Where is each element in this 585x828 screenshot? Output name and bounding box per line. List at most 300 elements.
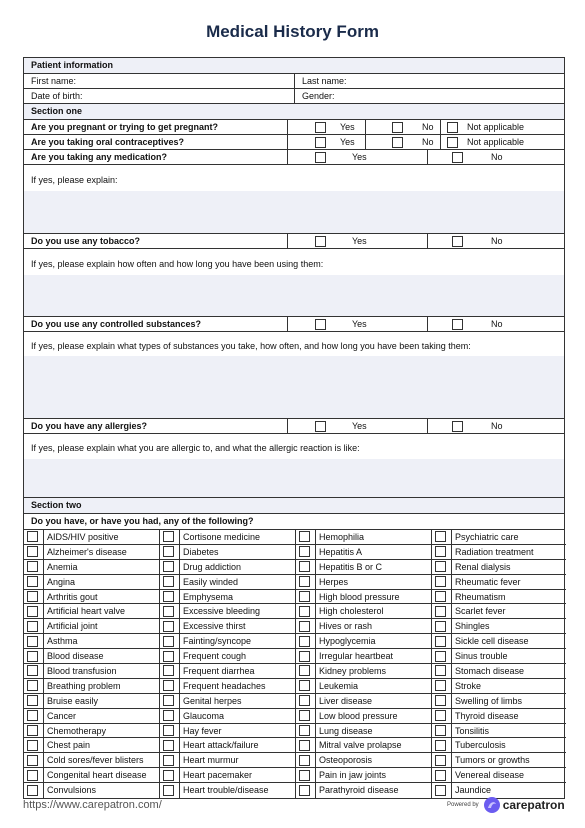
condition-item[interactable]	[296, 694, 432, 709]
condition-label: Scarlet fever	[451, 604, 566, 618]
carepatron-logo-icon	[484, 797, 500, 813]
condition-item[interactable]	[432, 604, 566, 619]
dob-gender-row	[24, 89, 564, 104]
condition-item[interactable]	[24, 604, 160, 619]
condition-checkbox[interactable]	[435, 740, 446, 751]
condition-item[interactable]	[24, 590, 160, 605]
checkbox[interactable]	[452, 236, 463, 247]
condition-item[interactable]	[432, 738, 566, 753]
condition-label: Congenital heart disease	[43, 768, 159, 782]
explain-tobacco-input[interactable]	[24, 275, 564, 316]
condition-item[interactable]	[160, 604, 296, 619]
condition-item[interactable]	[296, 679, 432, 694]
condition-checkbox[interactable]	[163, 665, 174, 676]
checkbox[interactable]	[452, 421, 463, 432]
condition-checkbox[interactable]	[163, 770, 174, 781]
condition-item[interactable]	[432, 575, 566, 590]
question-substances: Do you use any controlled substances?	[24, 317, 288, 331]
condition-label: Convulsions	[43, 783, 159, 798]
condition-label: Low blood pressure	[315, 709, 431, 723]
option-not-applicable[interactable]	[440, 135, 564, 149]
explain-medication-input[interactable]	[24, 191, 564, 233]
condition-checkbox[interactable]	[163, 755, 174, 766]
question-pregnant: Are you pregnant or trying to get pregnant?	[24, 120, 288, 134]
condition-item[interactable]	[296, 604, 432, 619]
section-two-header-row	[24, 498, 564, 514]
option-yes[interactable]	[288, 419, 427, 433]
condition-label: Shingles	[451, 619, 566, 633]
condition-label: Heart pacemaker	[179, 768, 295, 782]
condition-item[interactable]	[296, 664, 432, 679]
condition-item[interactable]	[160, 768, 296, 783]
condition-item[interactable]	[432, 530, 566, 545]
condition-checkbox[interactable]	[435, 576, 446, 587]
condition-label: Artificial joint	[43, 619, 159, 633]
option-yes-label: Yes	[352, 151, 367, 162]
condition-checkbox[interactable]	[435, 665, 446, 676]
condition-label: Frequent headaches	[179, 679, 295, 693]
condition-checkbox[interactable]	[299, 591, 310, 602]
condition-label: Radiation treatment	[451, 545, 566, 559]
patient-info-header-row	[24, 58, 564, 74]
condition-checkbox[interactable]	[27, 785, 38, 796]
explain-medication-label: If yes, please explain:	[31, 175, 118, 185]
condition-item[interactable]	[160, 634, 296, 649]
section-one-header-row	[24, 104, 564, 120]
condition-checkbox[interactable]	[435, 785, 446, 796]
explain-allergies-label: If yes, please explain what you are allergic to, and what the allergic reaction is like:	[31, 443, 360, 453]
condition-checkbox[interactable]	[435, 651, 446, 662]
condition-label: Cortisone medicine	[179, 530, 295, 544]
question-pregnant-row	[24, 120, 564, 135]
condition-item[interactable]	[160, 619, 296, 634]
option-no-label: No	[491, 318, 503, 329]
option-yes[interactable]	[288, 135, 365, 149]
condition-label: High blood pressure	[315, 590, 431, 604]
footer-url[interactable]: https://www.carepatron.com/	[23, 799, 162, 811]
condition-label: Frequent diarrhea	[179, 664, 295, 678]
condition-checkbox[interactable]	[435, 755, 446, 766]
condition-item[interactable]	[296, 575, 432, 590]
question-tobacco: Do you use any tobacco?	[24, 234, 288, 248]
explain-allergies-input[interactable]	[24, 459, 564, 497]
option-yes-label: Yes	[352, 235, 367, 246]
condition-item[interactable]	[296, 530, 432, 545]
question-tobacco-row	[24, 234, 564, 249]
condition-item[interactable]	[24, 545, 160, 560]
condition-label: Angina	[43, 575, 159, 589]
condition-item[interactable]	[24, 709, 160, 724]
condition-label: Drug addiction	[179, 560, 295, 574]
condition-item[interactable]	[160, 694, 296, 709]
name-row	[24, 74, 564, 89]
option-no[interactable]	[427, 150, 564, 164]
condition-item[interactable]	[160, 709, 296, 724]
condition-label: Fainting/syncope	[179, 634, 295, 648]
condition-checkbox[interactable]	[27, 546, 38, 557]
condition-label: Blood disease	[43, 649, 159, 663]
condition-item[interactable]	[24, 634, 160, 649]
condition-checkbox[interactable]	[27, 561, 38, 572]
condition-label: Jaundice	[451, 783, 566, 798]
condition-checkbox[interactable]	[163, 695, 174, 706]
condition-label: Lung disease	[315, 724, 431, 738]
condition-label: Pain in jaw joints	[315, 768, 431, 782]
condition-label: Excessive thirst	[179, 619, 295, 633]
condition-checkbox[interactable]	[163, 531, 174, 542]
question-medication: Are you taking any medication?	[24, 150, 288, 164]
condition-checkbox[interactable]	[27, 531, 38, 542]
condition-label: Herpes	[315, 575, 431, 589]
condition-checkbox[interactable]	[27, 710, 38, 721]
condition-checkbox[interactable]	[299, 531, 310, 542]
condition-label: Chemotherapy	[43, 724, 159, 738]
explain-substances-label: If yes, please explain what types of substances you take, how often, and how long you have been taking them:	[31, 341, 471, 351]
condition-label: Heart murmur	[179, 753, 295, 767]
condition-checkbox[interactable]	[27, 636, 38, 647]
condition-checkbox[interactable]	[435, 710, 446, 721]
condition-item[interactable]	[432, 724, 566, 739]
condition-label: Psychiatric care	[451, 530, 566, 544]
condition-label: Asthma	[43, 634, 159, 648]
section-two-question: Do you have, or have you had, any of the following?	[31, 516, 254, 526]
condition-checkbox[interactable]	[435, 636, 446, 647]
explain-substances-input[interactable]	[24, 356, 564, 418]
condition-label: Hives or rash	[315, 619, 431, 633]
condition-label: Anemia	[43, 560, 159, 574]
medical-history-form	[23, 57, 565, 799]
condition-item[interactable]	[24, 649, 160, 664]
condition-item[interactable]	[160, 664, 296, 679]
option-yes-label: Yes	[340, 121, 355, 132]
condition-item[interactable]	[296, 753, 432, 768]
condition-label: Cold sores/fever blisters	[43, 753, 159, 767]
condition-checkbox[interactable]	[27, 576, 38, 587]
condition-label: Hemophilia	[315, 530, 431, 544]
checkbox[interactable]	[447, 137, 458, 148]
condition-item[interactable]	[24, 575, 160, 590]
condition-item[interactable]	[432, 590, 566, 605]
condition-item[interactable]	[432, 560, 566, 575]
condition-label: Renal dialysis	[451, 560, 566, 574]
explain-substances-block	[24, 332, 564, 419]
condition-checkbox[interactable]	[163, 710, 174, 721]
condition-checkbox[interactable]	[435, 531, 446, 542]
condition-checkbox[interactable]	[299, 665, 310, 676]
condition-checkbox[interactable]	[435, 770, 446, 781]
condition-item[interactable]	[24, 530, 160, 545]
condition-item[interactable]	[24, 560, 160, 575]
condition-label: Tonsilitis	[451, 724, 566, 738]
checkbox[interactable]	[452, 152, 463, 163]
condition-label: High cholesterol	[315, 604, 431, 618]
condition-label: Blood transfusion	[43, 664, 159, 678]
condition-item[interactable]	[432, 709, 566, 724]
condition-item[interactable]	[160, 753, 296, 768]
condition-checkbox[interactable]	[27, 591, 38, 602]
condition-checkbox[interactable]	[163, 785, 174, 796]
condition-item[interactable]	[160, 679, 296, 694]
checkbox[interactable]	[315, 152, 326, 163]
option-no[interactable]	[427, 419, 564, 433]
condition-label: Emphysema	[179, 590, 295, 604]
powered-by-label: Powered by	[447, 802, 479, 808]
condition-checkbox[interactable]	[299, 785, 310, 796]
option-yes[interactable]	[288, 150, 427, 164]
checkbox[interactable]	[392, 137, 403, 148]
option-no[interactable]	[365, 120, 440, 134]
option-yes[interactable]	[288, 120, 365, 134]
option-no-label: No	[422, 121, 434, 132]
condition-item[interactable]	[160, 575, 296, 590]
question-allergies: Do you have any allergies?	[24, 419, 288, 433]
option-no-label: No	[491, 235, 503, 246]
explain-tobacco-label: If yes, please explain how often and how long you have been using them:	[31, 259, 324, 269]
condition-label: Diabetes	[179, 545, 295, 559]
condition-label: Liver disease	[315, 694, 431, 708]
condition-label: Sickle cell disease	[451, 634, 566, 648]
condition-checkbox[interactable]	[299, 740, 310, 751]
condition-item[interactable]	[432, 783, 566, 798]
condition-item[interactable]	[296, 738, 432, 753]
condition-item[interactable]	[24, 664, 160, 679]
condition-checkbox[interactable]	[27, 725, 38, 736]
question-substances-row	[24, 317, 564, 332]
option-no[interactable]	[427, 317, 564, 331]
condition-checkbox[interactable]	[435, 591, 446, 602]
option-no[interactable]	[427, 234, 564, 248]
checkbox[interactable]	[315, 122, 326, 133]
condition-checkbox[interactable]	[435, 725, 446, 736]
condition-label: Hypoglycemia	[315, 634, 431, 648]
option-yes-label: Yes	[352, 420, 367, 431]
section-two-header: Section two	[24, 498, 564, 513]
explain-tobacco-block	[24, 249, 564, 317]
condition-item[interactable]	[160, 649, 296, 664]
condition-item[interactable]	[296, 545, 432, 560]
condition-label: Rheumatic fever	[451, 575, 566, 589]
condition-item[interactable]	[160, 724, 296, 739]
condition-checkbox[interactable]	[163, 636, 174, 647]
condition-label: Mitral valve prolapse	[315, 738, 431, 752]
condition-item[interactable]	[24, 783, 160, 798]
condition-label: Stroke	[451, 679, 566, 693]
condition-label: Heart trouble/disease	[179, 783, 295, 798]
condition-label: Rheumatism	[451, 590, 566, 604]
condition-item[interactable]	[432, 649, 566, 664]
condition-checkbox[interactable]	[163, 591, 174, 602]
condition-label: Genital herpes	[179, 694, 295, 708]
condition-checkbox[interactable]	[299, 770, 310, 781]
condition-label: Glaucoma	[179, 709, 295, 723]
condition-checkbox[interactable]	[435, 546, 446, 557]
condition-checkbox[interactable]	[299, 651, 310, 662]
condition-checkbox[interactable]	[299, 546, 310, 557]
condition-checkbox[interactable]	[27, 695, 38, 706]
condition-item[interactable]	[160, 783, 296, 798]
option-no-label: No	[491, 420, 503, 431]
explain-medication-block	[24, 165, 564, 234]
gender-field[interactable]: Gender:	[294, 89, 564, 103]
condition-item[interactable]	[24, 694, 160, 709]
condition-label: Hepatitis B or C	[315, 560, 431, 574]
option-na-label: Not applicable	[467, 136, 525, 147]
condition-item[interactable]	[296, 634, 432, 649]
last-name-field[interactable]: Last name:	[294, 74, 564, 88]
condition-label: Kidney problems	[315, 664, 431, 678]
condition-label: Excessive bleeding	[179, 604, 295, 618]
condition-label: Irregular heartbeat	[315, 649, 431, 663]
condition-checkbox[interactable]	[27, 740, 38, 751]
option-no[interactable]	[365, 135, 440, 149]
condition-item[interactable]	[24, 619, 160, 634]
form-title: Medical History Form	[206, 22, 379, 41]
condition-item[interactable]	[432, 679, 566, 694]
condition-label: Sinus trouble	[451, 649, 566, 663]
condition-checkbox[interactable]	[163, 546, 174, 557]
condition-label: Breathing problem	[43, 679, 159, 693]
condition-checkbox[interactable]	[299, 710, 310, 721]
section-one-header: Section one	[24, 104, 564, 119]
condition-item[interactable]	[296, 783, 432, 798]
condition-checkbox[interactable]	[299, 621, 310, 632]
condition-checkbox[interactable]	[163, 651, 174, 662]
condition-checkbox[interactable]	[27, 755, 38, 766]
condition-item[interactable]	[432, 545, 566, 560]
condition-label: Hepatitis A	[315, 545, 431, 559]
condition-item[interactable]	[24, 738, 160, 753]
condition-checkbox[interactable]	[299, 561, 310, 572]
condition-item[interactable]	[160, 545, 296, 560]
condition-checkbox[interactable]	[299, 636, 310, 647]
condition-checkbox[interactable]	[435, 606, 446, 617]
condition-checkbox[interactable]	[27, 606, 38, 617]
condition-checkbox[interactable]	[299, 576, 310, 587]
first-name-field[interactable]: First name:	[31, 76, 77, 86]
patient-info-header: Patient information	[24, 58, 564, 73]
condition-label: Easily winded	[179, 575, 295, 589]
condition-item[interactable]	[432, 634, 566, 649]
condition-item[interactable]	[160, 530, 296, 545]
condition-item[interactable]	[296, 768, 432, 783]
condition-checkbox[interactable]	[163, 621, 174, 632]
condition-label: AIDS/HIV positive	[43, 530, 159, 544]
option-no-label: No	[491, 151, 503, 162]
condition-checkbox[interactable]	[163, 576, 174, 587]
condition-item[interactable]	[160, 590, 296, 605]
condition-checkbox[interactable]	[435, 680, 446, 691]
condition-item[interactable]	[432, 619, 566, 634]
condition-item[interactable]	[296, 560, 432, 575]
condition-checkbox[interactable]	[299, 606, 310, 617]
condition-checkbox[interactable]	[299, 680, 310, 691]
condition-item[interactable]	[432, 753, 566, 768]
condition-item[interactable]	[24, 724, 160, 739]
condition-label: Alzheimer's disease	[43, 545, 159, 559]
question-contraceptives-row	[24, 135, 564, 150]
condition-item[interactable]	[296, 709, 432, 724]
condition-checkbox[interactable]	[435, 695, 446, 706]
condition-item[interactable]	[432, 768, 566, 783]
conditions-grid	[24, 530, 564, 798]
condition-checkbox[interactable]	[435, 621, 446, 632]
condition-checkbox[interactable]	[27, 680, 38, 691]
condition-checkbox[interactable]	[27, 770, 38, 781]
condition-item[interactable]	[160, 560, 296, 575]
condition-checkbox[interactable]	[163, 725, 174, 736]
condition-item[interactable]	[24, 768, 160, 783]
option-not-applicable[interactable]	[440, 120, 564, 134]
condition-item[interactable]	[432, 694, 566, 709]
question-allergies-row	[24, 419, 564, 434]
condition-label: Arthritis gout	[43, 590, 159, 604]
condition-label: Stomach disease	[451, 664, 566, 678]
brand	[447, 797, 565, 813]
option-no-label: No	[422, 136, 434, 147]
condition-checkbox[interactable]	[163, 680, 174, 691]
checkbox[interactable]	[315, 236, 326, 247]
dob-field[interactable]: Date of birth:	[31, 91, 83, 101]
condition-checkbox[interactable]	[299, 755, 310, 766]
condition-label: Leukemia	[315, 679, 431, 693]
explain-allergies-block	[24, 434, 564, 498]
condition-checkbox[interactable]	[27, 651, 38, 662]
option-na-label: Not applicable	[467, 121, 525, 132]
condition-checkbox[interactable]	[299, 695, 310, 706]
condition-label: Heart attack/failure	[179, 738, 295, 752]
condition-label: Bruise easily	[43, 694, 159, 708]
condition-label: Chest pain	[43, 738, 159, 752]
condition-checkbox[interactable]	[435, 561, 446, 572]
condition-label: Swelling of limbs	[451, 694, 566, 708]
condition-item[interactable]	[432, 664, 566, 679]
checkbox[interactable]	[447, 122, 458, 133]
condition-item[interactable]	[160, 738, 296, 753]
condition-checkbox[interactable]	[163, 740, 174, 751]
condition-label: Tuberculosis	[451, 738, 566, 752]
condition-checkbox[interactable]	[163, 561, 174, 572]
condition-label: Frequent cough	[179, 649, 295, 663]
checkbox[interactable]	[392, 122, 403, 133]
condition-item[interactable]	[296, 590, 432, 605]
condition-item[interactable]	[296, 619, 432, 634]
checkbox[interactable]	[452, 319, 463, 330]
condition-label: Thyroid disease	[451, 709, 566, 723]
condition-item[interactable]	[296, 649, 432, 664]
brand-name: carepatron	[502, 798, 565, 812]
option-yes[interactable]	[288, 234, 427, 248]
section-two-question-row	[24, 514, 564, 530]
checkbox[interactable]	[315, 137, 326, 148]
question-contraceptives: Are you taking oral contraceptives?	[24, 135, 288, 149]
condition-label: Parathyroid disease	[315, 783, 431, 798]
condition-label: Tumors or growths	[451, 753, 566, 767]
checkbox[interactable]	[315, 421, 326, 432]
question-medication-row	[24, 150, 564, 165]
condition-checkbox[interactable]	[299, 725, 310, 736]
option-yes-label: Yes	[340, 136, 355, 147]
option-yes-label: Yes	[352, 318, 367, 329]
condition-item[interactable]	[24, 753, 160, 768]
condition-item[interactable]	[296, 724, 432, 739]
condition-item[interactable]	[24, 679, 160, 694]
condition-checkbox[interactable]	[27, 665, 38, 676]
condition-label: Venereal disease	[451, 768, 566, 782]
option-yes[interactable]	[288, 317, 427, 331]
condition-checkbox[interactable]	[163, 606, 174, 617]
checkbox[interactable]	[315, 319, 326, 330]
condition-checkbox[interactable]	[27, 621, 38, 632]
